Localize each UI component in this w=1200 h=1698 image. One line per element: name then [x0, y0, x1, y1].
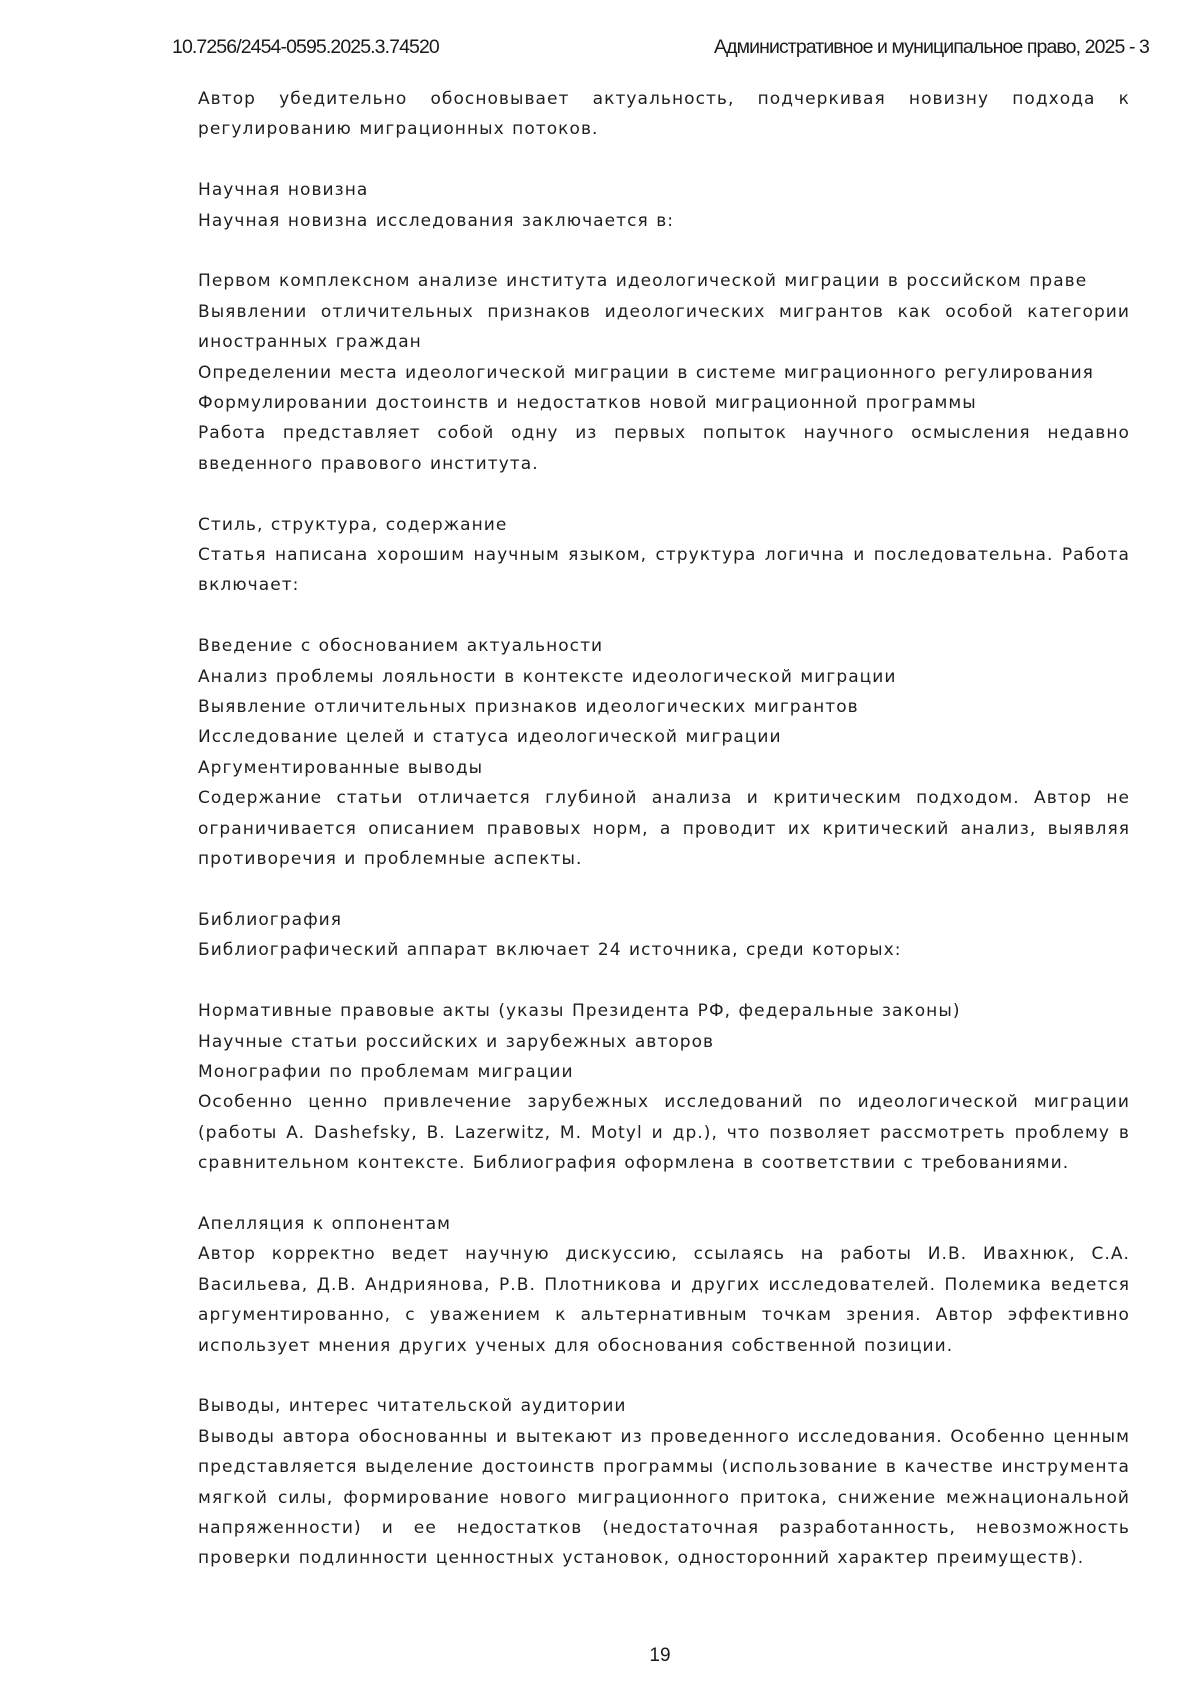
section-heading-style: Стиль, структура, содержание [198, 514, 508, 535]
novelty-lead: Научная новизна исследования заключается в: [198, 210, 675, 231]
list-item: Введение с обоснованием актуальности [198, 636, 604, 657]
page-number: 19 [649, 1645, 671, 1666]
section-heading-bibliography: Библиография [198, 909, 343, 930]
journal-title: Административное и муниципальное право, 2025 - 3 [714, 36, 1149, 58]
doi-reference: 10.7256/2454-0595.2025.3.74520 [172, 36, 439, 58]
article-body [198, 84, 1130, 1574]
list-item: Анализ проблемы лояльности в контексте идеологической миграции [198, 666, 897, 687]
list-item: Выявление отличительных признаков идеологических мигрантов [198, 697, 859, 718]
section-heading-appeal: Апелляция к оппонентам [198, 1213, 452, 1234]
list-item: Нормативные правовые акты (указы Президента РФ, федеральные законы) [198, 1001, 961, 1022]
section-heading-conclusions: Выводы, интерес читательской аудитории [198, 1396, 627, 1417]
novelty-closing: Работа представляет собой одну из первых попыток научного осмысления недавно введенного правового института. [198, 423, 1130, 474]
list-item: Монографии по проблемам миграции [198, 1061, 574, 1082]
list-item: Исследование целей и статуса идеологической миграции [198, 727, 782, 748]
list-item: Выявлении отличительных признаков идеологических мигрантов как особой категории иностранных граждан [198, 301, 1130, 353]
style-closing: Содержание статьи отличается глубиной анализа и критическим подходом. Автор не ограничивается описанием правовых норм, а проводит их критический анализ, выявляя противоречия и проблемные аспекты. [198, 788, 1130, 870]
section-heading-novelty: Научная новизна [198, 180, 369, 201]
bibliography-closing: Особенно ценно привлечение зарубежных исследований по идеологической миграции (работы A. Dashefsky, B. Lazerwitz, M. Motyl и др.), что позволяет рассмотреть проблему в сравнительном контексте. Библиография оформлена в соответствии с требованиями. [198, 1092, 1130, 1174]
page-header [172, 36, 1149, 62]
conclusions-paragraph: Выводы автора обоснованны и вытекают из проведенного исследования. Особенно ценным представляется выделение достоинств программы (использование в качестве инструмента мягкой силы, формирование нового миграционного притока, снижение межнациональной напряженности) и ее недостатков (недостаточная разработанность, невозможность проверки подлинности ценностных установок, односторонний характер преимуществ). [198, 1426, 1130, 1569]
bibliography-lead: Библиографический аппарат включает 24 источника, среди которых: [198, 940, 902, 961]
style-lead: Статья написана хорошим научным языком, структура логична и последовательна. Работа включает: [198, 545, 1130, 596]
list-item: Определении места идеологической миграции в системе миграционного регулирования [198, 362, 1094, 383]
list-item: Научные статьи российских и зарубежных авторов [198, 1031, 715, 1052]
intro-paragraph: Автор убедительно обосновывает актуальность, подчеркивая новизну подхода к регулированию миграционных потоков. [198, 89, 1130, 140]
appeal-paragraph: Автор корректно ведет научную дискуссию, ссылаясь на работы И.В. Ивахнюк, С.А. Васильева, Д.В. Андриянова, Р.В. Плотникова и других исследователей. Полемика ведется аргументированно, с уважением к альтернативным точкам зрения. Автор эффективно использует мнения других ученых для обоснования собственной позиции. [198, 1244, 1130, 1356]
list-item: Аргументированные выводы [198, 757, 484, 778]
list-item: Первом комплексном анализе института идеологической миграции в российском праве [198, 271, 1088, 292]
list-item: Формулировании достоинств и недостатков новой миграционной программы [198, 393, 977, 414]
